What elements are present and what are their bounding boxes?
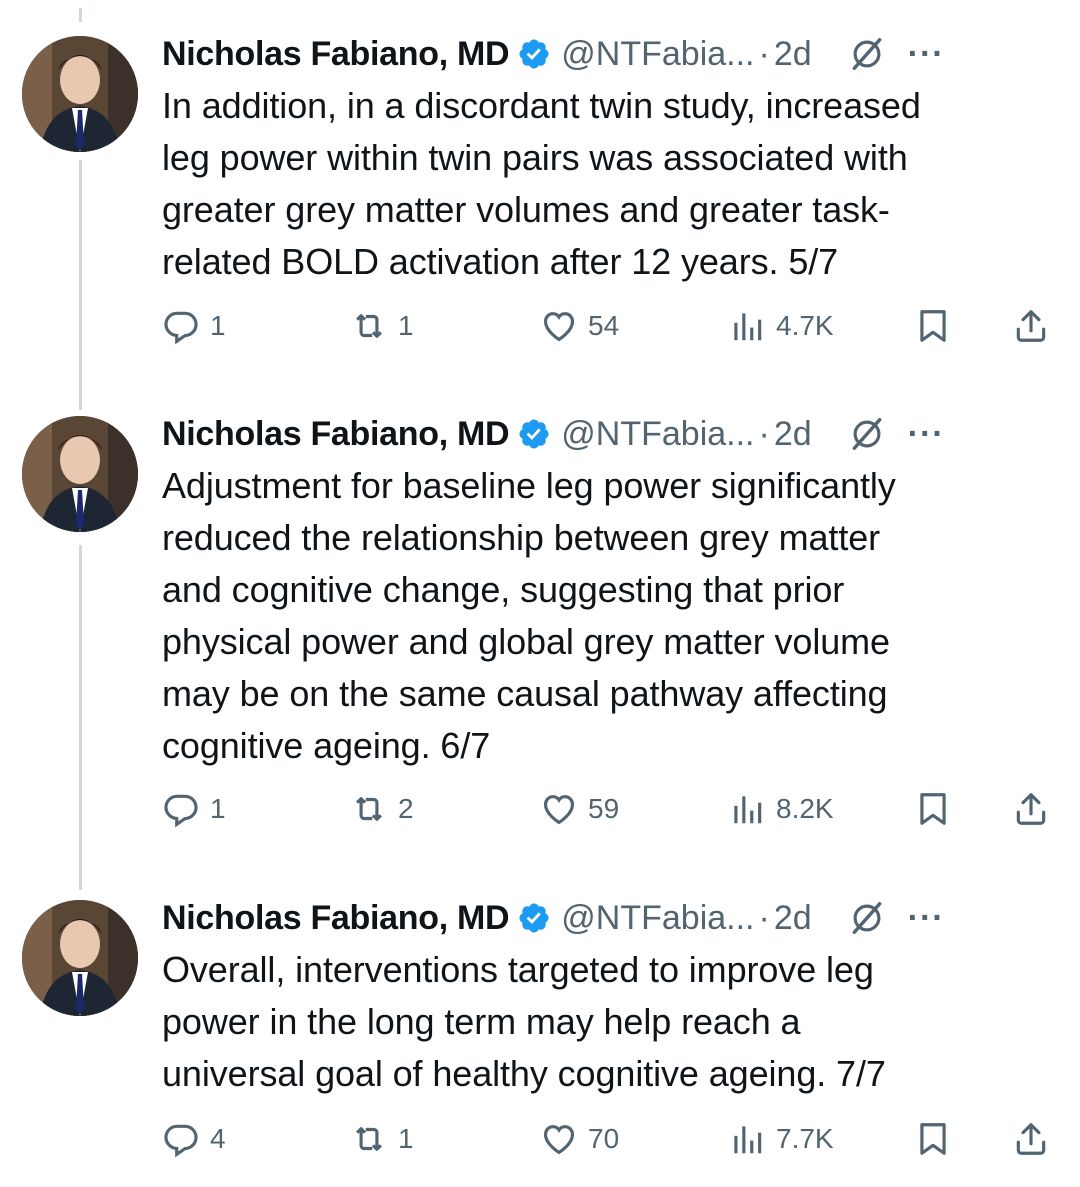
more-options-icon[interactable]: ··· [907, 414, 945, 453]
timestamp[interactable]: 2d [773, 898, 812, 937]
grok-icon[interactable] [848, 415, 886, 453]
bookmark-button[interactable] [914, 1120, 962, 1158]
avatar[interactable] [22, 900, 138, 1016]
separator-dot: · [758, 414, 770, 453]
tweet-text [162, 460, 1060, 772]
repost-button[interactable] [350, 307, 414, 345]
timestamp[interactable]: 2d [773, 414, 812, 453]
reply-count: 4 [210, 1123, 226, 1154]
bookmark-button[interactable] [914, 790, 962, 828]
action-bar [162, 307, 1062, 353]
verified-badge-icon [517, 37, 551, 71]
tweet-text-line: In addition, in a discordant twin study, increased [162, 85, 921, 126]
share-icon [1012, 790, 1050, 828]
author-name[interactable]: Nicholas Fabiano, MD [162, 34, 510, 73]
bookmark-button[interactable] [914, 307, 962, 345]
repost-icon [350, 790, 388, 828]
reply-icon [162, 790, 200, 828]
grok-icon[interactable] [848, 35, 886, 73]
tweet[interactable] [0, 872, 1080, 1187]
reply-button[interactable] [162, 307, 226, 345]
like-button[interactable] [540, 307, 619, 345]
reply-button[interactable] [162, 790, 226, 828]
separator-dot: · [758, 898, 770, 937]
tweet-header [162, 894, 1060, 942]
tweet-text-line: Adjustment for baseline leg power significantly [162, 465, 896, 506]
share-icon [1012, 307, 1050, 345]
tweet-text-line: may be on the same causal pathway affecting [162, 673, 888, 714]
tweet-text-line: universal goal of healthy cognitive ageing. 7/7 [162, 1053, 886, 1094]
author-handle[interactable]: @NTFabia... [561, 898, 755, 937]
tweet-text-line: reduced the relationship between grey matter [162, 517, 881, 558]
heart-icon [540, 790, 578, 828]
grok-icon[interactable] [848, 899, 886, 937]
avatar[interactable] [22, 36, 138, 152]
separator-dot: · [758, 34, 770, 73]
author-name[interactable]: Nicholas Fabiano, MD [162, 898, 510, 937]
tweet[interactable] [0, 388, 1080, 848]
share-button[interactable] [1012, 307, 1060, 345]
author-handle[interactable]: @NTFabia... [561, 414, 755, 453]
bookmark-icon [914, 790, 952, 828]
more-options-icon[interactable]: ··· [907, 898, 945, 937]
share-icon [1012, 1120, 1050, 1158]
tweet-text [162, 944, 1060, 1100]
reply-button[interactable] [162, 1120, 226, 1158]
tweet-text-line: leg power within twin pairs was associated with [162, 137, 908, 178]
reply-icon [162, 1120, 200, 1158]
tweet-header [162, 410, 1060, 458]
views-icon [728, 790, 766, 828]
views-icon [728, 307, 766, 345]
bookmark-icon [914, 307, 952, 345]
reply-count: 1 [210, 793, 226, 824]
timestamp[interactable]: 2d [773, 34, 812, 73]
share-button[interactable] [1012, 790, 1060, 828]
tweet-text [162, 80, 1060, 288]
views-count: 4.7K [776, 310, 834, 341]
reply-icon [162, 307, 200, 345]
like-button[interactable] [540, 1120, 619, 1158]
repost-icon [350, 307, 388, 345]
like-button[interactable] [540, 790, 619, 828]
like-count: 70 [588, 1123, 620, 1154]
avatar[interactable] [22, 416, 138, 532]
more-options-icon[interactable]: ··· [907, 34, 945, 73]
repost-count: 1 [398, 1123, 414, 1154]
author-handle[interactable]: @NTFabia... [561, 34, 755, 73]
like-count: 59 [588, 793, 620, 824]
tweet-header [162, 30, 1060, 78]
tweet-text-line: related BOLD activation after 12 years. 5/7 [162, 241, 839, 282]
reply-count: 1 [210, 310, 226, 341]
views-button[interactable] [728, 307, 834, 345]
repost-icon [350, 1120, 388, 1158]
repost-count: 2 [398, 793, 414, 824]
tweet[interactable] [0, 0, 1080, 400]
author-name[interactable]: Nicholas Fabiano, MD [162, 414, 510, 453]
repost-button[interactable] [350, 1120, 414, 1158]
heart-icon [540, 307, 578, 345]
tweet-text-line: greater grey matter volumes and greater task- [162, 189, 890, 230]
heart-icon [540, 1120, 578, 1158]
verified-badge-icon [517, 901, 551, 935]
share-button[interactable] [1012, 1120, 1060, 1158]
tweet-text-line: cognitive ageing. 6/7 [162, 725, 491, 766]
tweet-text-line: physical power and global grey matter volume [162, 621, 890, 662]
repost-button[interactable] [350, 790, 414, 828]
views-icon [728, 1120, 766, 1158]
tweet-text-line: power in the long term may help reach a [162, 1001, 801, 1042]
action-bar [162, 790, 1062, 836]
like-count: 54 [588, 310, 620, 341]
tweet-text-line: Overall, interventions targeted to improve leg [162, 949, 874, 990]
views-button[interactable] [728, 790, 834, 828]
repost-count: 1 [398, 310, 414, 341]
action-bar [162, 1120, 1062, 1166]
verified-badge-icon [517, 417, 551, 451]
tweet-text-line: and cognitive change, suggesting that prior [162, 569, 845, 610]
views-button[interactable] [728, 1120, 834, 1158]
views-count: 8.2K [776, 793, 834, 824]
views-count: 7.7K [776, 1123, 834, 1154]
bookmark-icon [914, 1120, 952, 1158]
